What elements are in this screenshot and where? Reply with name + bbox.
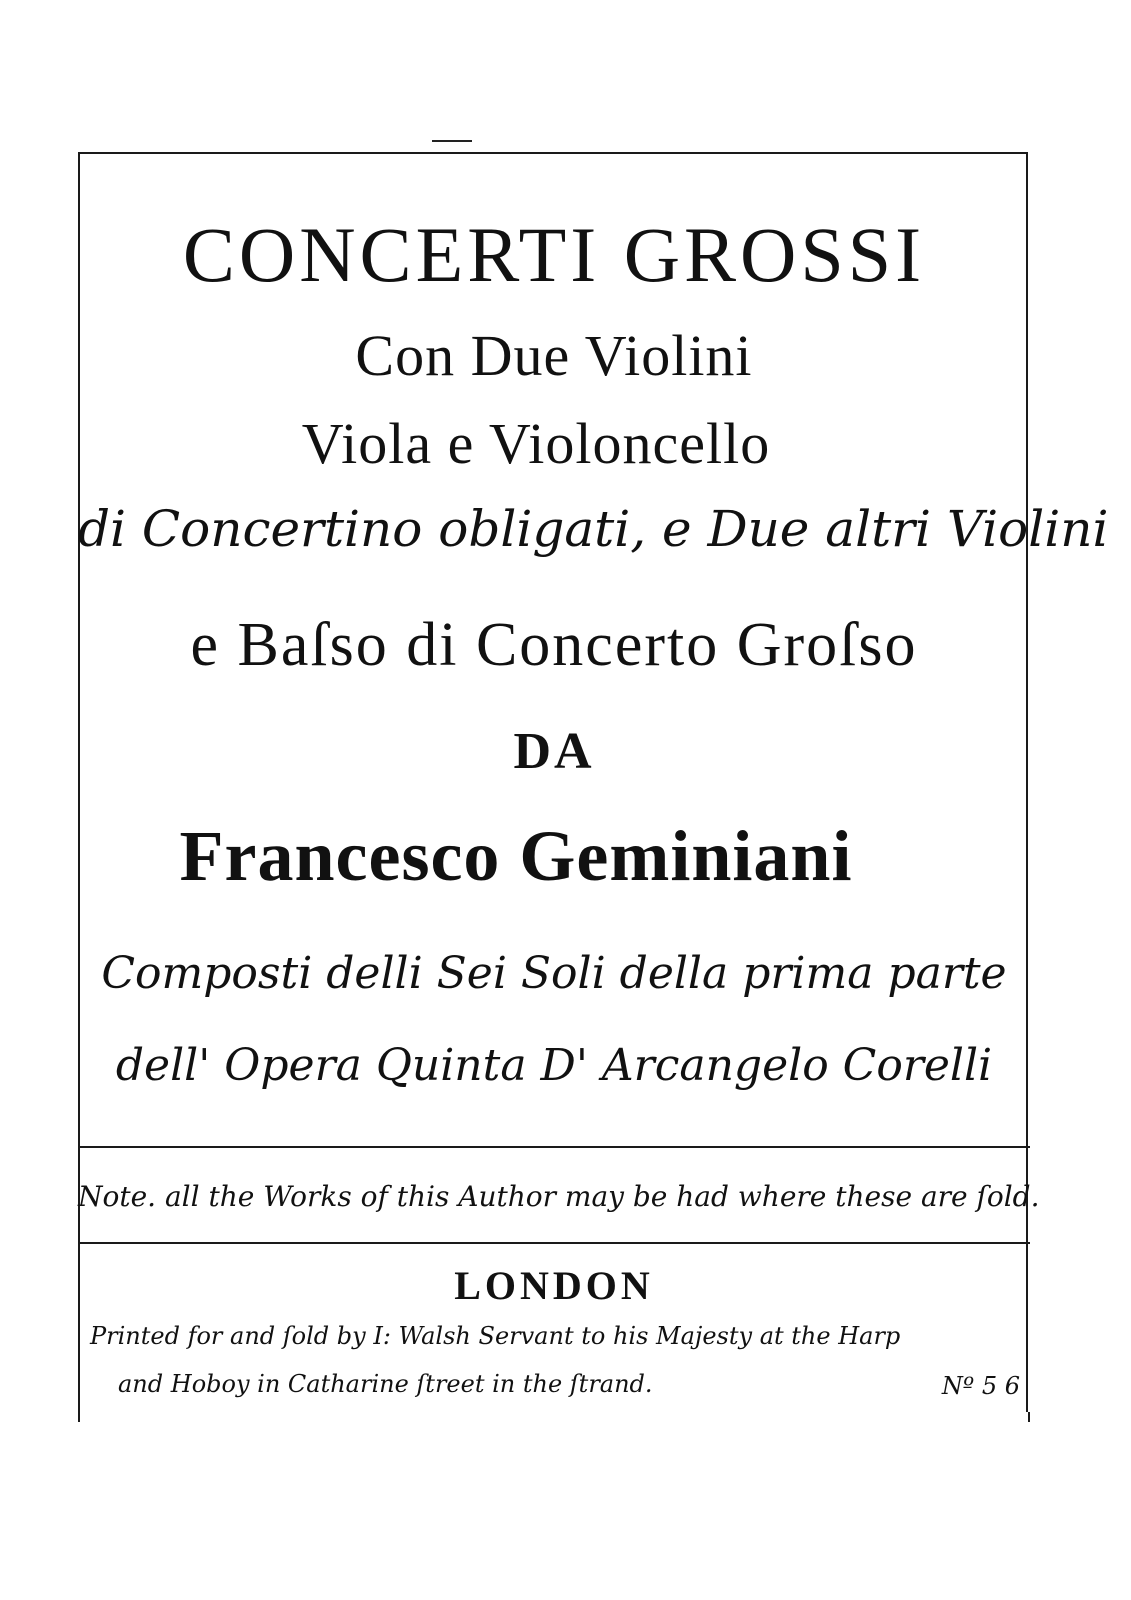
title-line-composti: Composti delli Sei Soli della prima parte	[101, 948, 1007, 999]
imprint-line-2: and Hoboy in Catharine ſtreet in the ſtrand.	[118, 1370, 653, 1398]
title-heading: CONCERTI GROSSI	[182, 211, 926, 298]
title-line-basso: e Baſso di Concerto Groſso	[190, 611, 918, 679]
title-line-concertino: di Concertino obligati, e Due altri Violini	[78, 500, 1109, 558]
composer-name: Francesco Geminiani	[179, 816, 853, 896]
title-page-frame-bottom	[78, 1412, 1030, 1422]
imprint-line-1: Printed for and ſold by I: Walsh Servant to his Majesty at the Harp	[90, 1322, 901, 1350]
title-line-viola: Viola e Violoncello	[301, 411, 771, 476]
publisher-note: Note. all the Works of this Author may be had where these are ſold.	[78, 1180, 1040, 1213]
title-line-da: DA	[513, 723, 595, 780]
imprint-city: LONDON	[454, 1263, 654, 1308]
divider-rule-lower	[78, 1242, 1030, 1244]
title-line-corelli: dell' Opera Quinta D' Arcangelo Corelli	[115, 1040, 993, 1091]
divider-rule-upper	[78, 1146, 1030, 1148]
plate-number: Nº 5 6	[941, 1372, 1020, 1400]
ink-mark	[432, 140, 472, 142]
title-line-instruments: Con Due Violini	[355, 323, 753, 388]
